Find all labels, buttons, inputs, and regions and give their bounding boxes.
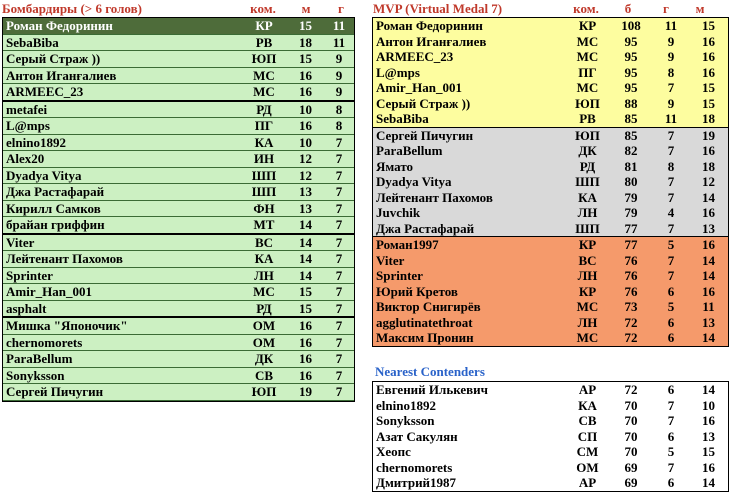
table-cell: 7 [324, 134, 354, 151]
table-cell: АР [578, 475, 597, 491]
player-name: Виктор Снигирёв [373, 299, 566, 315]
table-cell: 7 [324, 151, 354, 168]
table-cell: 6 [653, 330, 689, 346]
table-cell: ДК [241, 351, 287, 368]
table-cell: 76 [609, 253, 653, 269]
table-cell: АР [578, 382, 597, 398]
table-cell: 85 [609, 127, 653, 143]
table-cell: 76 [609, 284, 653, 300]
player-name: metafei [3, 101, 241, 118]
table-cell: ШП [566, 221, 609, 237]
table-cell: 80 [609, 174, 653, 190]
player-name: L@mps [373, 65, 566, 81]
table-cell: 10 [287, 134, 324, 151]
player-name: ParaBellum [3, 351, 241, 368]
table-cell: 13 [689, 221, 728, 237]
player-name: ARMEEC_23 [373, 49, 566, 65]
table-cell: 9 [324, 51, 354, 68]
table-cell: ЮП [241, 51, 287, 68]
table-cell: ЛН [566, 205, 609, 221]
player-name: Джа Растафарай [3, 184, 241, 201]
mvp-table [372, 17, 729, 347]
player-name: chernomorets [376, 459, 453, 475]
table-cell: КР [566, 18, 609, 34]
player-name: chernomorets [3, 334, 241, 351]
table-cell: СВ [578, 413, 597, 429]
table-cell: 95 [609, 80, 653, 96]
table-cell: МС [566, 330, 609, 346]
player-name: Viter [3, 234, 241, 251]
table-row [373, 49, 728, 65]
table-cell: ЛН [566, 268, 609, 284]
table-row [3, 384, 354, 401]
table-cell: 88 [609, 96, 653, 112]
table-cell: 15 [287, 18, 324, 34]
table-cell: 72 [609, 315, 653, 331]
player-name: Хеопс [376, 444, 411, 460]
table-cell: 70 [624, 413, 638, 429]
table-row [373, 444, 728, 460]
table-cell: МС [566, 49, 609, 65]
table-cell: ШП [566, 174, 609, 190]
scorers-table [2, 17, 355, 402]
player-name: Лейтенант Пахомов [3, 251, 241, 268]
table-cell: 7 [324, 317, 354, 334]
table-cell: 12 [287, 151, 324, 168]
table-row [373, 284, 728, 300]
table-cell: 6 [667, 382, 675, 398]
player-name: Роман1997 [373, 237, 566, 253]
table-row [373, 413, 728, 429]
table-cell: 13 [287, 184, 324, 201]
table-cell: 18 [287, 34, 324, 51]
player-name: Dyadya Vitya [3, 167, 241, 184]
table-row [373, 315, 728, 331]
table-cell: 14 [689, 268, 728, 284]
table-row [3, 334, 354, 351]
table-cell: 77 [609, 221, 653, 237]
player-name: Серый Страж )) [3, 51, 241, 68]
table-cell: 7 [653, 253, 689, 269]
table-row [3, 84, 354, 101]
player-name: Серый Страж )) [373, 96, 566, 112]
table-cell: ВС [241, 234, 287, 251]
table-cell: ЮП [241, 384, 287, 401]
table-row [3, 284, 354, 301]
table-row [373, 127, 728, 143]
table-cell: 95 [609, 34, 653, 50]
player-name: Юрий Кретов [373, 284, 566, 300]
table-cell: 15 [287, 51, 324, 68]
player-name: Азат Сакулян [376, 428, 458, 444]
table-cell: КА [566, 190, 609, 206]
table-cell: 7 [324, 267, 354, 284]
table-cell: 73 [609, 299, 653, 315]
table-cell: СП [577, 428, 598, 444]
table-cell: 7 [324, 184, 354, 201]
table-cell: 6 [667, 475, 675, 491]
table-row [373, 205, 728, 221]
table-cell: РВ [241, 34, 287, 51]
table-cell: 15 [287, 300, 324, 317]
table-row [373, 190, 728, 206]
table-cell: 16 [287, 317, 324, 334]
table-row [373, 34, 728, 50]
table-cell: КА [578, 397, 597, 413]
nearest-contenders-title: Nearest Contenders [375, 364, 485, 379]
player-name: Sprinter [373, 268, 566, 284]
table-cell: 7 [324, 251, 354, 268]
table-cell: 11 [324, 18, 354, 34]
table-cell: 14 [287, 234, 324, 251]
table-cell: КР [241, 18, 287, 34]
table-cell: 13 [689, 315, 728, 331]
table-cell: 19 [689, 127, 728, 143]
table-cell: 16 [689, 65, 728, 81]
table-cell: 12 [689, 174, 728, 190]
table-row [373, 299, 728, 315]
player-name: Viter [373, 253, 566, 269]
table-row [373, 330, 728, 346]
table-cell: 7 [324, 300, 354, 317]
table-cell: 16 [287, 367, 324, 384]
table-cell: КА [241, 134, 287, 151]
table-row [3, 51, 354, 68]
table-row [373, 268, 728, 284]
table-row [373, 398, 728, 414]
table-cell: 16 [702, 459, 715, 475]
table-cell: 14 [689, 190, 728, 206]
player-name: SebaBiba [373, 111, 566, 127]
table-cell: 14 [287, 267, 324, 284]
table-cell: 70 [624, 397, 638, 413]
player-name: Антон Иганғалиев [373, 34, 566, 50]
table-row [3, 167, 354, 184]
table-cell: 8 [653, 65, 689, 81]
table-cell: 7 [653, 80, 689, 96]
table-cell: 16 [287, 118, 324, 135]
table-cell: ПГ [241, 118, 287, 135]
table-cell: 16 [689, 49, 728, 65]
table-cell: 7 [653, 221, 689, 237]
table-cell: ОМ [241, 317, 287, 334]
table-row [3, 251, 354, 268]
table-row [3, 67, 354, 84]
table-row [3, 184, 354, 201]
player-name: Dyadya Vitya [373, 174, 566, 190]
table-row [3, 134, 354, 151]
player-name: asphalt [3, 300, 241, 317]
table-cell: ЛН [241, 267, 287, 284]
table-cell: 14 [287, 217, 324, 234]
table-row [3, 200, 354, 217]
table-cell: 7 [653, 190, 689, 206]
table-cell: РД [241, 101, 287, 118]
table-cell: 9 [324, 67, 354, 84]
table-cell: 16 [287, 334, 324, 351]
table-cell: 6 [653, 315, 689, 331]
table-cell: 70 [624, 444, 638, 460]
table-row [373, 80, 728, 96]
table-cell: 10 [702, 397, 715, 413]
player-name: Роман Федоринин [3, 18, 241, 34]
table-cell: 11 [653, 18, 689, 34]
table-cell: 10 [287, 101, 324, 118]
table-cell: 19 [287, 384, 324, 401]
table-cell: 9 [653, 96, 689, 112]
table-cell: КР [566, 284, 609, 300]
table-cell: 6 [653, 284, 689, 300]
table-cell: 81 [609, 159, 653, 175]
table-cell: РВ [566, 111, 609, 127]
table-cell: МС [566, 80, 609, 96]
table-cell: 16 [689, 34, 728, 50]
table-row [3, 317, 354, 334]
player-name: Alex20 [3, 151, 241, 168]
table-cell: 7 [667, 459, 675, 475]
table-cell: 7 [653, 174, 689, 190]
table-cell: 79 [609, 205, 653, 221]
table-cell: 11 [653, 111, 689, 127]
table-cell: 11 [689, 299, 728, 315]
table-cell: 18 [689, 111, 728, 127]
table-cell: 7 [667, 413, 675, 429]
table-cell: СВ [241, 367, 287, 384]
table-cell: 14 [689, 253, 728, 269]
table-row [373, 174, 728, 190]
table-cell: ШП [241, 184, 287, 201]
table-cell: 6 [667, 428, 675, 444]
mvp-header: ком. б г м [573, 1, 705, 16]
table-cell: 15 [689, 96, 728, 112]
table-row [3, 118, 354, 135]
table-cell: ОМ [576, 459, 599, 475]
table-cell: 5 [653, 299, 689, 315]
table-cell: 76 [609, 268, 653, 284]
table-cell: 69 [624, 459, 638, 475]
table-row [373, 460, 728, 476]
player-name: agglutinatethroat [373, 315, 566, 331]
table-cell: 9 [324, 84, 354, 101]
table-row [373, 111, 728, 127]
table-cell: 7 [653, 127, 689, 143]
player-name: Сергей Пичугин [373, 127, 566, 143]
table-cell: 77 [609, 237, 653, 253]
player-name: Sonyksson [376, 413, 435, 429]
scorers-title: Бомбардиры (> 6 голов) [2, 1, 142, 16]
table-cell: ПГ [566, 65, 609, 81]
player-name: Дмитрий1987 [376, 475, 457, 491]
nearest-contenders-table [372, 381, 729, 492]
player-name: Максим Пронин [373, 330, 566, 346]
table-cell: ЛН [566, 315, 609, 331]
table-cell: ВС [566, 253, 609, 269]
table-cell: МС [566, 34, 609, 50]
table-cell: 13 [702, 428, 715, 444]
table-cell: 13 [287, 200, 324, 217]
table-row [3, 300, 354, 317]
player-name: SebaBiba [3, 34, 241, 51]
table-cell: 95 [609, 49, 653, 65]
player-name: elnino1892 [3, 134, 241, 151]
player-name: L@mps [3, 118, 241, 135]
table-cell: ДК [566, 143, 609, 159]
table-cell: ЮП [566, 96, 609, 112]
table-cell: 9 [653, 34, 689, 50]
table-cell: 15 [689, 80, 728, 96]
player-name: Евгений Илькевич [376, 382, 488, 398]
table-cell: СМ [576, 444, 599, 460]
table-cell: 14 [702, 382, 715, 398]
table-row [373, 96, 728, 112]
table-cell: 18 [689, 159, 728, 175]
table-cell: 12 [287, 167, 324, 184]
player-name: Роман Федоринин [373, 18, 566, 34]
table-cell: 95 [609, 65, 653, 81]
table-row [373, 143, 728, 159]
table-cell: 7 [324, 234, 354, 251]
table-cell: 4 [653, 205, 689, 221]
player-name: Мишка "Японочик" [3, 317, 241, 334]
table-cell: ОМ [241, 334, 287, 351]
table-cell: 8 [324, 118, 354, 135]
player-name: Сергей Пичугин [3, 384, 241, 401]
table-cell: 16 [287, 84, 324, 101]
table-cell: 16 [689, 205, 728, 221]
table-row [3, 217, 354, 234]
table-cell: 69 [624, 475, 638, 491]
table-row [373, 429, 728, 445]
table-cell: 9 [653, 49, 689, 65]
table-cell: 7 [324, 334, 354, 351]
table-cell: 7 [324, 284, 354, 301]
player-name: Amir_Han_001 [3, 284, 241, 301]
player-name: Sonyksson [3, 367, 241, 384]
table-cell: 14 [287, 251, 324, 268]
table-cell: 5 [667, 444, 675, 460]
table-row [3, 267, 354, 284]
table-cell: 7 [324, 351, 354, 368]
table-cell: МС [241, 284, 287, 301]
table-cell: 70 [624, 428, 638, 444]
mvp-title: MVP (Virtual Medal 7) [373, 1, 503, 16]
table-row [3, 151, 354, 168]
table-cell: 16 [702, 413, 715, 429]
table-cell: МС [241, 67, 287, 84]
player-name: Sprinter [3, 267, 241, 284]
table-cell: 7 [653, 143, 689, 159]
table-cell: 16 [689, 143, 728, 159]
table-cell: 8 [324, 101, 354, 118]
scorers-header: ком. м г [250, 1, 344, 16]
table-cell: 14 [689, 330, 728, 346]
table-cell: 7 [667, 397, 675, 413]
table-cell: 7 [653, 268, 689, 284]
table-cell: 72 [624, 382, 638, 398]
table-cell: 16 [689, 237, 728, 253]
table-row [373, 159, 728, 175]
table-row [3, 351, 354, 368]
table-row [373, 253, 728, 269]
table-cell: 5 [653, 237, 689, 253]
player-name: ParaBellum [373, 143, 566, 159]
table-cell: КР [566, 237, 609, 253]
table-row [3, 101, 354, 118]
table-cell: 16 [689, 284, 728, 300]
table-row [3, 34, 354, 51]
table-row [373, 65, 728, 81]
player-name: Джа Растафарай [373, 221, 566, 237]
table-cell: 8 [653, 159, 689, 175]
table-cell: КА [241, 251, 287, 268]
table-cell: 16 [287, 351, 324, 368]
table-cell: 7 [324, 167, 354, 184]
table-cell: ИН [241, 151, 287, 168]
table-cell: 16 [287, 67, 324, 84]
table-cell: 7 [324, 384, 354, 401]
table-cell: 7 [324, 217, 354, 234]
table-cell: ФН [241, 200, 287, 217]
table-row [3, 367, 354, 384]
player-name: Amir_Han_001 [373, 80, 566, 96]
table-cell: 15 [689, 18, 728, 34]
table-cell: ШП [241, 167, 287, 184]
table-row [373, 237, 728, 253]
table-cell: РД [241, 300, 287, 317]
table-cell: ЮП [566, 127, 609, 143]
table-cell: 82 [609, 143, 653, 159]
table-cell: 85 [609, 111, 653, 127]
player-name: Ямато [373, 159, 566, 175]
player-name: Кирилл Самков [3, 200, 241, 217]
table-cell: 15 [702, 444, 715, 460]
table-row [373, 382, 728, 398]
table-cell: 7 [324, 367, 354, 384]
player-name: Juvchik [373, 205, 566, 221]
table-row [373, 475, 728, 491]
table-row [373, 221, 728, 237]
table-cell: 14 [702, 475, 715, 491]
player-name: Антон Иганғалиев [3, 67, 241, 84]
table-cell: МС [566, 299, 609, 315]
table-cell: 15 [287, 284, 324, 301]
table-cell: 72 [609, 330, 653, 346]
table-row [3, 18, 354, 34]
player-name: брайан гриффин [3, 217, 241, 234]
table-cell: МС [241, 84, 287, 101]
table-cell: РД [566, 159, 609, 175]
table-cell: 79 [609, 190, 653, 206]
player-name: elnino1892 [376, 397, 436, 413]
table-row [3, 234, 354, 251]
table-cell: 11 [324, 34, 354, 51]
player-name: ARMEEC_23 [3, 84, 241, 101]
table-cell: 108 [609, 18, 653, 34]
table-cell: МТ [241, 217, 287, 234]
player-name: Лейтенант Пахомов [373, 190, 566, 206]
table-row [373, 18, 728, 34]
table-cell: 7 [324, 200, 354, 217]
